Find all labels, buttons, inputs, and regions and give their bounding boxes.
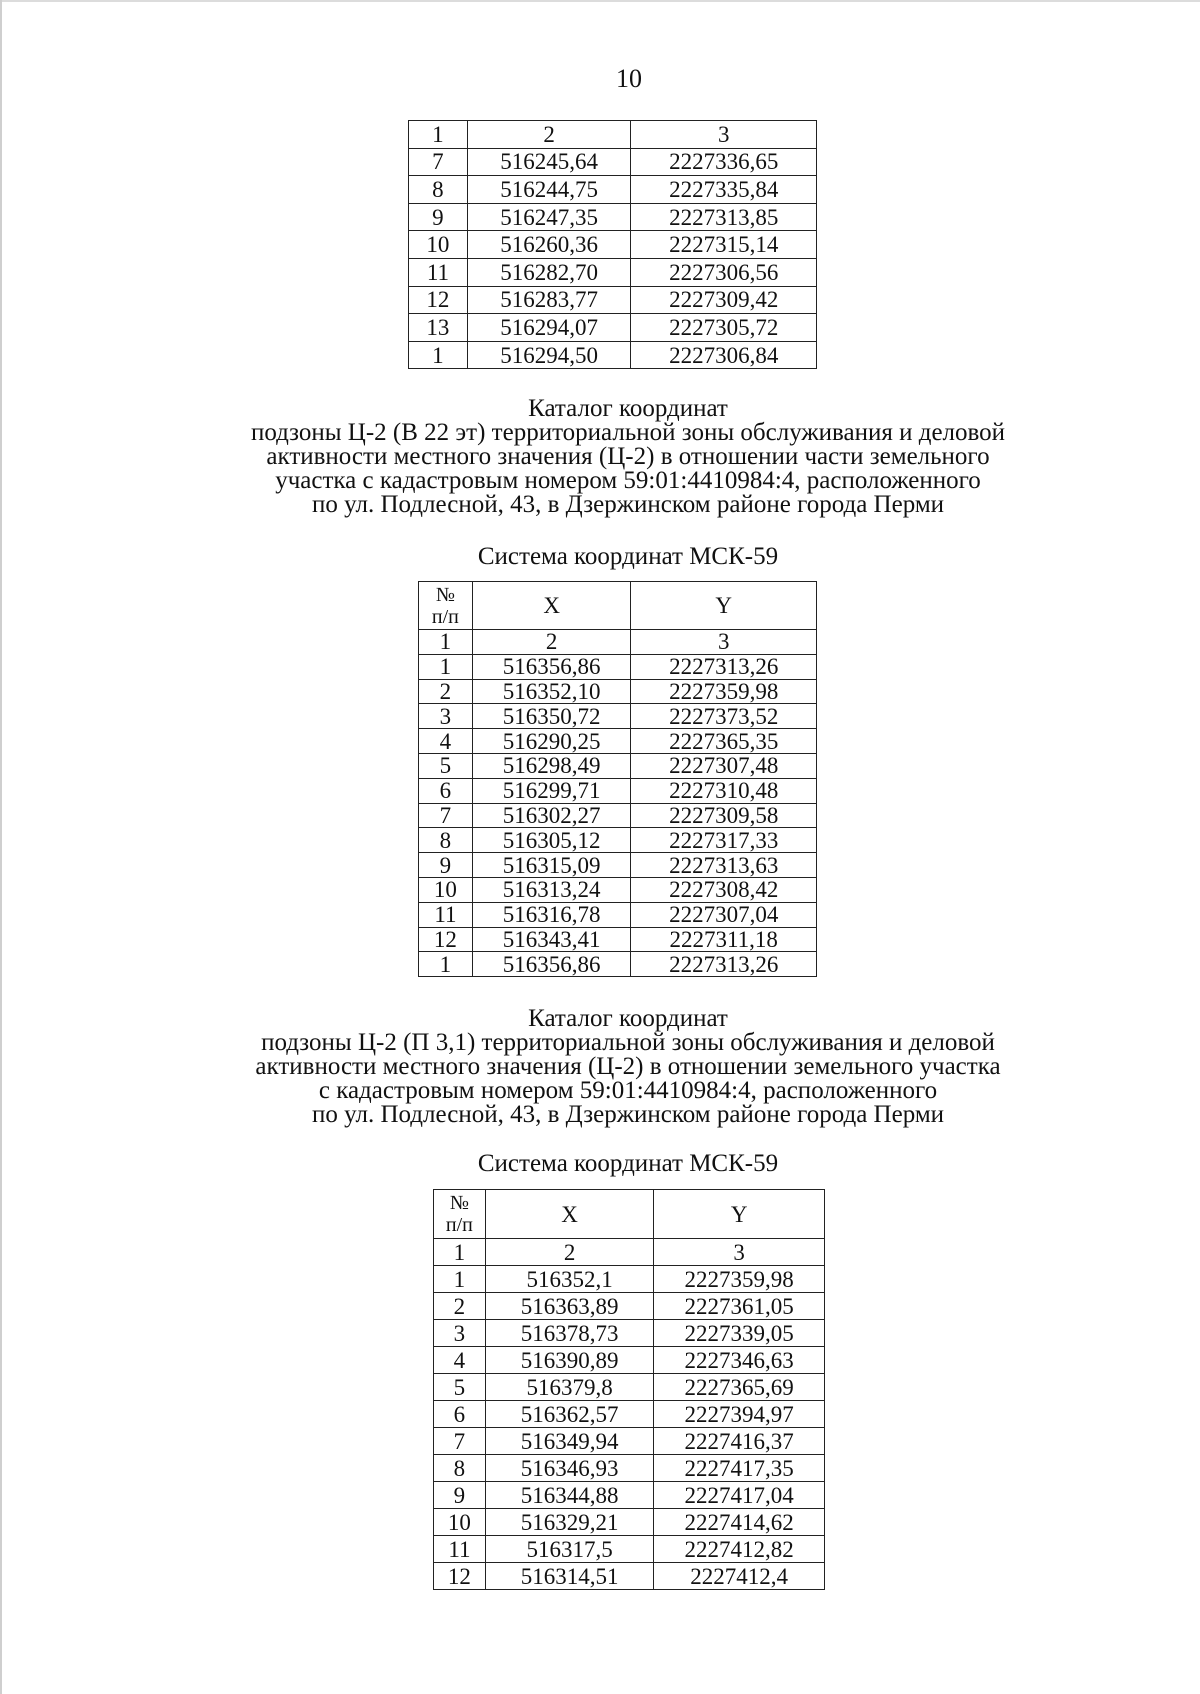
catalog-subtitle-line: с кадастровым номером 59:01:4410984:4, расположенного [318, 1077, 938, 1104]
y-coordinate-cell: 2227307,48 [631, 753, 817, 778]
point-number-cell: 10 [419, 877, 473, 902]
point-number-cell: 5 [434, 1374, 486, 1401]
y-coordinate-cell: 2227416,37 [654, 1428, 825, 1455]
header-number-abbr: п/п [445, 1214, 473, 1236]
y-coordinate-cell: 2227417,04 [654, 1482, 825, 1509]
y-coordinate-cell: 2227313,63 [631, 853, 817, 878]
table-row [409, 231, 817, 259]
column-number-cell: 2 [472, 630, 631, 655]
table-row [419, 828, 817, 853]
point-number-cell: 2 [419, 679, 473, 704]
point-number-cell: 7 [419, 803, 473, 828]
catalog-subtitle-line: участка с кадастровым номером 59:01:4410984:4, расположенного [275, 467, 981, 494]
column-number-cell: 2 [485, 1239, 654, 1266]
x-coordinate-cell: 516363,89 [485, 1293, 654, 1320]
table-row [409, 176, 817, 204]
point-number-cell: 12 [409, 286, 468, 314]
table-row [434, 1428, 825, 1455]
point-number-cell: 1 [409, 341, 468, 369]
column-number-cell: 3 [654, 1239, 825, 1266]
x-coordinate-cell: 516294,07 [467, 314, 631, 342]
y-coordinate-cell: 2227417,35 [654, 1455, 825, 1482]
y-coordinate-cell: 2227373,52 [631, 704, 817, 729]
y-coordinate-cell: 2227412,82 [654, 1536, 825, 1563]
point-number-cell: 11 [419, 902, 473, 927]
y-coordinate-cell: 2227315,14 [631, 231, 817, 259]
x-coordinate-cell: 516352,1 [485, 1266, 654, 1293]
y-coordinate-cell: 2227317,33 [631, 828, 817, 853]
x-coordinate-cell: 516356,86 [472, 654, 631, 679]
point-number-cell: 5 [419, 753, 473, 778]
table-row [434, 1293, 825, 1320]
x-coordinate-cell: 516379,8 [485, 1374, 654, 1401]
point-number-cell: 6 [419, 778, 473, 803]
x-coordinate-cell: 516349,94 [485, 1428, 654, 1455]
y-coordinate-cell: 2227414,62 [654, 1509, 825, 1536]
table-header-row [419, 582, 817, 630]
page-number: 10 [616, 64, 642, 93]
table-row [409, 314, 817, 342]
point-number-cell: 11 [434, 1536, 486, 1563]
y-coordinate-cell: 2227359,98 [631, 679, 817, 704]
point-number-cell: 8 [409, 176, 468, 204]
point-number-cell: 13 [409, 314, 468, 342]
y-coordinate-cell: 2227313,85 [631, 203, 817, 231]
point-number-cell: 9 [419, 853, 473, 878]
y-coordinate-cell: 2227305,72 [631, 314, 817, 342]
point-number-cell: 7 [434, 1428, 486, 1455]
point-number-cell: 12 [434, 1563, 486, 1590]
x-coordinate-cell: 516315,09 [472, 853, 631, 878]
x-coordinate-cell: 516290,25 [472, 729, 631, 754]
table-row [419, 803, 817, 828]
header-y: Y [631, 582, 817, 630]
x-coordinate-cell: 516362,57 [485, 1401, 654, 1428]
x-coordinate-cell: 516244,75 [467, 176, 631, 204]
header-y: Y [654, 1190, 825, 1239]
column-number-row [434, 1239, 825, 1266]
table-row [434, 1401, 825, 1428]
point-number-cell: 10 [434, 1509, 486, 1536]
point-number-cell: 8 [419, 828, 473, 853]
catalog-subtitle-line: активности местного значения (Ц-2) в отношении земельного участка [255, 1053, 1001, 1080]
point-number-cell: 10 [409, 231, 468, 259]
catalog-heading: Каталог координат [528, 395, 728, 422]
x-coordinate-cell: 516346,93 [485, 1455, 654, 1482]
point-number-cell: 7 [409, 148, 468, 176]
y-coordinate-cell: 2227346,63 [654, 1347, 825, 1374]
header-number [434, 1190, 486, 1239]
table-row [409, 148, 817, 176]
x-coordinate-cell: 516247,35 [467, 203, 631, 231]
catalog-subtitle-line: подзоны Ц-2 (В 22 эт) территориальной зоны обслуживания и деловой [250, 419, 1006, 446]
point-number-cell: 3 [434, 1320, 486, 1347]
x-coordinate-cell: 516283,77 [467, 286, 631, 314]
column-number-cell: 3 [631, 630, 817, 655]
header-x: X [485, 1190, 654, 1239]
x-coordinate-cell: 516299,71 [472, 778, 631, 803]
y-coordinate-cell: 2227361,05 [654, 1293, 825, 1320]
column-number-cell: 3 [631, 121, 817, 149]
y-coordinate-cell: 2227309,42 [631, 286, 817, 314]
point-number-cell: 2 [434, 1293, 486, 1320]
y-coordinate-cell: 2227311,18 [631, 927, 817, 952]
x-coordinate-cell: 516313,24 [472, 877, 631, 902]
table-row [409, 341, 817, 369]
table-row [434, 1563, 825, 1590]
point-number-cell: 9 [409, 203, 468, 231]
table-row [419, 952, 817, 977]
table-row [434, 1266, 825, 1293]
column-number-row [409, 121, 817, 149]
table-row [434, 1347, 825, 1374]
x-coordinate-cell: 516282,70 [467, 258, 631, 286]
y-coordinate-cell: 2227359,98 [654, 1266, 825, 1293]
point-number-cell: 1 [419, 654, 473, 679]
y-coordinate-cell: 2227306,56 [631, 258, 817, 286]
table-row [419, 729, 817, 754]
catalog-subtitle-line: подзоны Ц-2 (П 3,1) территориальной зоны обслуживания и деловой [261, 1029, 995, 1056]
x-coordinate-cell: 516356,86 [472, 952, 631, 977]
column-number-cell: 1 [419, 630, 473, 655]
header-number [419, 582, 473, 630]
point-number-cell: 3 [419, 704, 473, 729]
table-row [434, 1482, 825, 1509]
coordinate-system-title-1: Система координат МСК-59 [477, 543, 779, 570]
y-coordinate-cell: 2227394,97 [654, 1401, 825, 1428]
x-coordinate-cell: 516302,27 [472, 803, 631, 828]
x-coordinate-cell: 516317,5 [485, 1536, 654, 1563]
table-row [434, 1536, 825, 1563]
point-number-cell: 1 [434, 1266, 486, 1293]
y-coordinate-cell: 2227365,35 [631, 729, 817, 754]
point-number-cell: 4 [434, 1347, 486, 1374]
header-x: X [472, 582, 631, 630]
point-number-cell: 12 [419, 927, 473, 952]
column-number-row [419, 630, 817, 655]
header-number-abbr: п/п [431, 605, 459, 628]
x-coordinate-cell: 516305,12 [472, 828, 631, 853]
x-coordinate-cell: 516298,49 [472, 753, 631, 778]
point-number-cell: 6 [434, 1401, 486, 1428]
table-row [419, 853, 817, 878]
point-number-cell: 4 [419, 729, 473, 754]
table-row [419, 679, 817, 704]
point-number-cell: 11 [409, 258, 468, 286]
column-number-cell: 2 [467, 121, 631, 149]
y-coordinate-cell: 2227308,42 [631, 877, 817, 902]
y-coordinate-cell: 2227313,26 [631, 654, 817, 679]
header-number-symbol: № [435, 583, 455, 606]
coordinates-table-continued [408, 120, 817, 369]
table-row [419, 778, 817, 803]
x-coordinate-cell: 516245,64 [467, 148, 631, 176]
catalog-subtitle-line: по ул. Подлесной, 43, в Дзержинском районе города Перми [311, 491, 945, 518]
x-coordinate-cell: 516378,73 [485, 1320, 654, 1347]
x-coordinate-cell: 516344,88 [485, 1482, 654, 1509]
point-number-cell: 8 [434, 1455, 486, 1482]
coordinate-system-title-2: Система координат МСК-59 [477, 1150, 779, 1177]
y-coordinate-cell: 2227310,48 [631, 778, 817, 803]
table-header-row [434, 1190, 825, 1239]
coordinates-table-1 [418, 581, 817, 977]
x-coordinate-cell: 516314,51 [485, 1563, 654, 1590]
x-coordinate-cell: 516316,78 [472, 902, 631, 927]
coordinates-table-2 [433, 1189, 825, 1590]
table-row [409, 203, 817, 231]
column-number-cell: 1 [434, 1239, 486, 1266]
table-row [419, 753, 817, 778]
table-row [419, 704, 817, 729]
header-number-symbol: № [449, 1192, 469, 1214]
x-coordinate-cell: 516329,21 [485, 1509, 654, 1536]
y-coordinate-cell: 2227336,65 [631, 148, 817, 176]
table-row [434, 1455, 825, 1482]
x-coordinate-cell: 516352,10 [472, 679, 631, 704]
catalog-heading: Каталог координат [528, 1005, 728, 1032]
y-coordinate-cell: 2227335,84 [631, 176, 817, 204]
table-row [434, 1320, 825, 1347]
x-coordinate-cell: 516350,72 [472, 704, 631, 729]
catalog-title-1 [120, 397, 1136, 517]
catalog-subtitle-line: активности местного значения (Ц-2) в отношении части земельного [266, 443, 990, 470]
table-row [409, 286, 817, 314]
point-number-cell: 1 [419, 952, 473, 977]
y-coordinate-cell: 2227313,26 [631, 952, 817, 977]
x-coordinate-cell: 516390,89 [485, 1347, 654, 1374]
table-row [419, 877, 817, 902]
y-coordinate-cell: 2227412,4 [654, 1563, 825, 1590]
scan-top-edge [0, 0, 1200, 2]
table-row [419, 654, 817, 679]
catalog-title-2 [120, 1007, 1136, 1127]
x-coordinate-cell: 516294,50 [467, 341, 631, 369]
table-row [419, 927, 817, 952]
point-number-cell: 9 [434, 1482, 486, 1509]
column-number-cell: 1 [409, 121, 468, 149]
y-coordinate-cell: 2227365,69 [654, 1374, 825, 1401]
table-row [434, 1374, 825, 1401]
y-coordinate-cell: 2227309,58 [631, 803, 817, 828]
scan-left-edge [0, 0, 2, 1694]
x-coordinate-cell: 516343,41 [472, 927, 631, 952]
table-row [434, 1509, 825, 1536]
y-coordinate-cell: 2227306,84 [631, 341, 817, 369]
x-coordinate-cell: 516260,36 [467, 231, 631, 259]
catalog-subtitle-line: по ул. Подлесной, 43, в Дзержинском районе города Перми [311, 1101, 945, 1128]
y-coordinate-cell: 2227339,05 [654, 1320, 825, 1347]
table-row [409, 258, 817, 286]
table-row [419, 902, 817, 927]
y-coordinate-cell: 2227307,04 [631, 902, 817, 927]
